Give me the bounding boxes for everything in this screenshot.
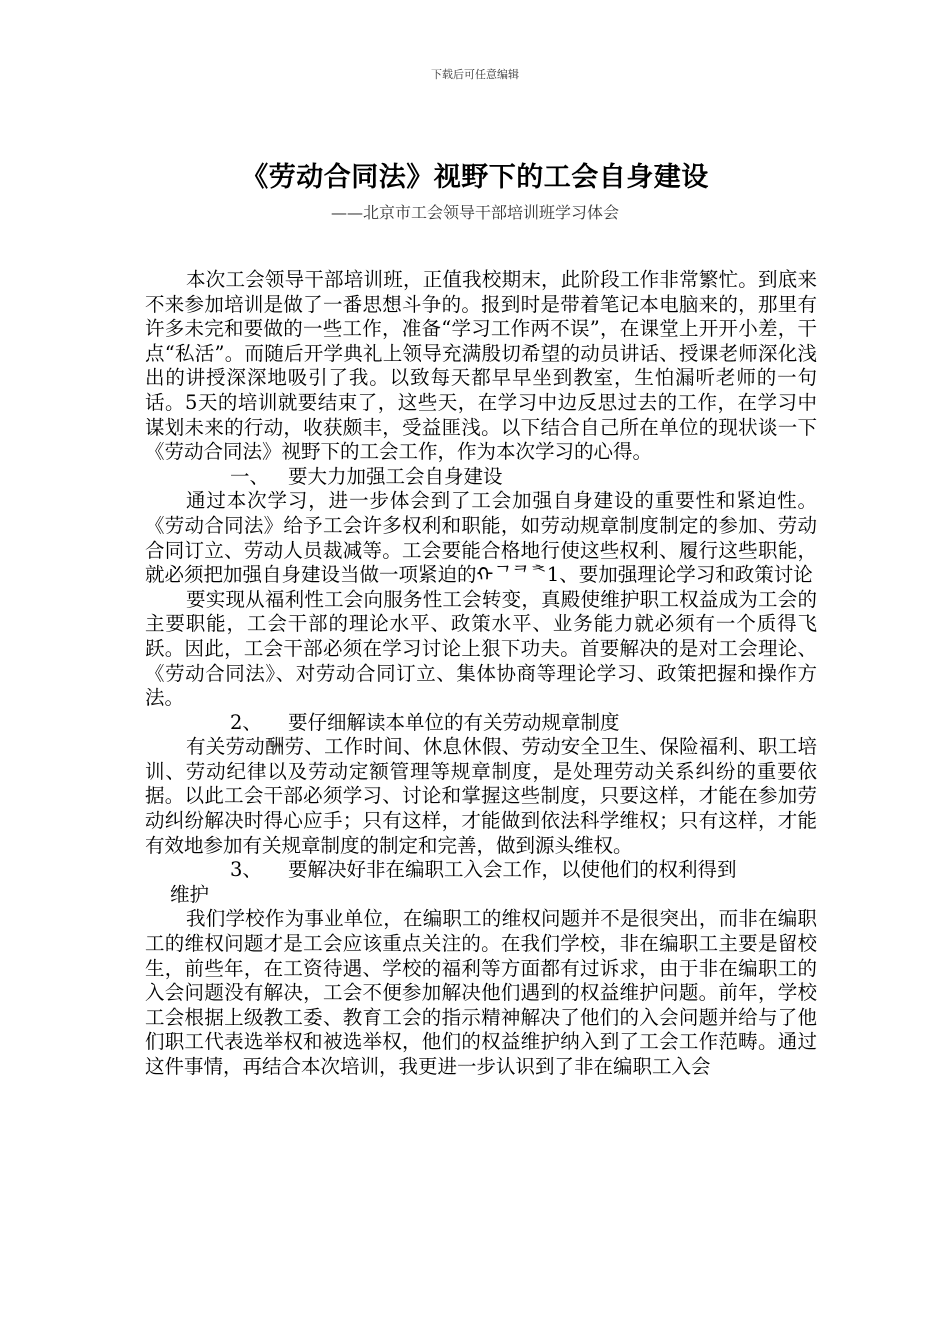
subsection-3-heading (145, 858, 817, 883)
subsection-3-number: 3、 (230, 858, 262, 882)
subsection-2-number: 2、 (230, 710, 262, 734)
section-1-heading-text: 要大力加强工会自身建设 (288, 464, 503, 488)
subsection-2-heading (145, 711, 817, 736)
section-1-heading (145, 465, 817, 490)
subsection-2-heading-text: 要仔细解读本单位的有关劳动规章制度 (288, 710, 620, 734)
subsection-3-paragraph: 我们学校作为事业单位，在编职工的维权问题并不是很突出，而非在编职工的维权问题才是工会应该重点关注的。在我们学校，非在编职工主要是留校生，前些年，在工资待遇、学校的福利等方面都有过诉求，由于非在编职工的入会问题没有解决，工会不便参加解决他们遇到的权益维护问题。前年，学校工会根据上级教工委、教育工会的指示精神解决了他们的入会问题并给与了他们职工代表选举权和被选举权，他们的权益维护纳入到了工会工作范畴。通过这件事情，再结合本次培训，我更进一步认识到了非在编职工入会 (145, 907, 817, 1078)
header-note: 下载后可任意编辑 (431, 68, 519, 81)
subsection-3-heading-continuation: 维护 (170, 882, 210, 906)
intro-paragraph: 本次工会领导干部培训班，正值我校期末，此阶段工作非常繁忙。到底来不来参加培训是做了一番思想斗争的。报到时是带着笔记本电脑来的，那里有许多未完和要做的一些工作，准备“学习工作两不误”，在课堂上开开小差，干点“私活”。而随后开学典礼上领导充满殷切希望的动员讲话、授课老师深化浅出的讲授深深地吸引了我。以致每天都早早坐到教室，生怕漏听老师的一句话。5天的培训就要结束了，这些天，在学习中边反思过去的工作，在学习中谋划未来的行动，收获颇丰，受益匪浅。以下结合自己所在单位的现状谈一下《劳动合同法》视野下的工会工作，作为本次学习的心得。 (145, 268, 817, 464)
document-title: 《劳动合同法》视野下的工会自身建设 (241, 162, 709, 193)
section-1-paragraph-text: 通过本次学习，进一步体会到了工会加强自身建设的重要性和紧迫性。《劳动合同法》给予工会许多权利和职能，如劳动规章制度制定的参加、劳动合同订立、劳动人员裁减等。工会要能合格地行使这些权利、履行这些职能，就必须把加强自身建设当做一项紧迫的 (145, 489, 817, 587)
document-subtitle: ——北京市工会领导干部培训班学习体会 (330, 203, 619, 222)
subsection-3-heading-text: 要解决好非在编职工入会工作，以使他们的权利得到 (288, 858, 737, 882)
garbled-glyphs: ᠬᄀᄏᅕ (476, 563, 547, 587)
subsection-1-paragraph: 要实现从福利性工会向服务性工会转变，真殿使维护职工权益成为工会的主要职能，工会干部的理论水平、政策水平、业务能力就必须有一个质得飞跃。因此，工会干部必须在学习讨论上狠下功夫。首要解决的是对工会理论、《劳动合同法》、对劳动合同订立、集体协商等理论学习、政策把握和操作方法。 (145, 587, 817, 710)
section-1-number: 一、 (230, 464, 270, 488)
document-body (145, 268, 817, 1080)
section-1-paragraph (145, 489, 817, 587)
subsection-1-heading: 1、要加强理论学习和政策讨论 (546, 563, 813, 587)
subsection-2-paragraph: 有关劳动酬劳、工作时间、休息休假、劳动安全卫生、保险福利、职工培训、劳动纪律以及劳动定额管理等规章制度，是处理劳动关系纠纷的重要依据。以此工会干部必须学习、讨论和掌握这些制度，只要这样，才能在参加劳动纠纷解决时得心应手；只有这样，才能做到依法科学维权；只有这样，才能有效地参加有关规章制度的制定和完善，做到源头维权。 (145, 735, 817, 857)
